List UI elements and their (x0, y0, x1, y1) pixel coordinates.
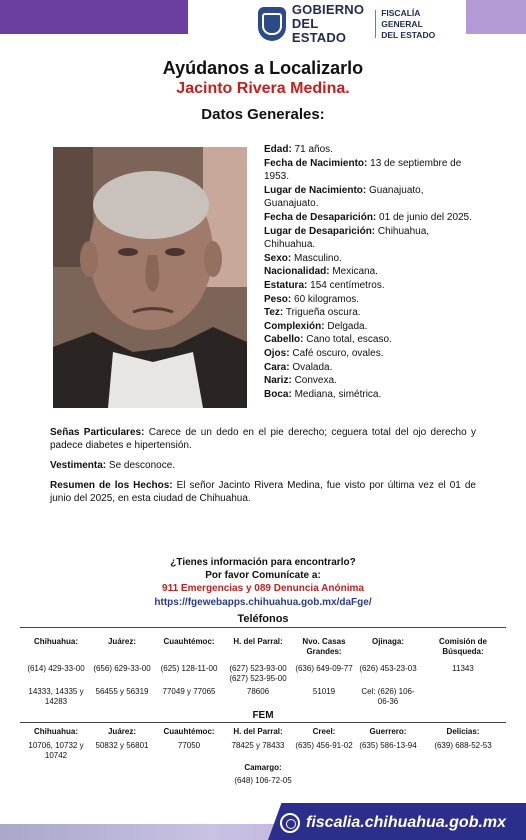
fisc-line-2: DEL ESTADO (381, 29, 436, 40)
fem-value: 78425 y 78433 (231, 741, 285, 750)
phone-ext: 51019 (312, 687, 336, 696)
detail-cabello: Cabello: Cano total, escaso. (264, 334, 392, 346)
fem-header: H. del Parral: (233, 727, 283, 736)
phone-value: (614) 429-33-00 (27, 664, 85, 673)
detail-ojos: Ojos: Café oscuro, ovales. (264, 347, 384, 359)
logo-divider (375, 10, 376, 38)
phone-ext: Cel: (626) 106-06-36 (361, 687, 415, 706)
missing-person-photo (53, 147, 247, 408)
vestimenta: Vestimenta: Se desconoce. (50, 460, 176, 471)
header-accent-right (466, 0, 526, 34)
phone-header: H. del Parral: (233, 637, 283, 646)
phone-value: (636) 649-09-77 (295, 664, 353, 673)
fem-heading: FEM (252, 710, 274, 721)
section-general-heading: Datos Generales: (201, 106, 325, 123)
fem-value: (639) 688-52-53 (434, 741, 492, 750)
phone-ext: 56455 y 56319 (95, 687, 149, 696)
phones-header-row (22, 637, 506, 656)
fem-value: (635) 456-91-02 (295, 741, 353, 750)
footer-site[interactable] (280, 810, 520, 836)
page-title: Ayúdanos a Localizarlo (162, 58, 364, 78)
phones-row-1 (22, 664, 506, 683)
detail-nacionalidad: Nacionalidad: Mexicana. (264, 266, 378, 278)
contact-please: Por favor Comunícate a: (205, 570, 321, 581)
fem-header: Delicias: (446, 727, 480, 736)
government-logo (258, 4, 458, 44)
fingerprint-icon (280, 813, 300, 833)
camargo-value: (648) 106-72-05 (234, 776, 292, 785)
phone-ext: 77049 y 77065 (162, 687, 216, 696)
detail-nariz: Nariz: Convexa. (264, 375, 337, 387)
detail-complexion: Complexión: Delgada. (264, 320, 368, 332)
senas-particulares: Señas Particulares: Carece de un dedo en el pie derecho; ceguera total del ojo derecho y padece diabetes e hipertensión. (50, 427, 476, 451)
camargo-label: Camargo: (244, 763, 282, 772)
phone-value: (625) 128-11-00 (160, 664, 218, 673)
phone-value: (627) 523-93-00 (627) 523-95-00 (229, 664, 287, 683)
phones-rule (20, 627, 506, 628)
detail-cara: Cara: Ovalada. (264, 361, 333, 373)
fem-header: Chihuahua: (34, 727, 78, 736)
fem-rule (20, 722, 506, 723)
phone-header: Chihuahua: (34, 637, 78, 646)
gov-line-1: GOBIERNO (291, 2, 365, 17)
fiscalia-text (381, 8, 458, 41)
phone-header: Juárez: (107, 637, 136, 646)
fem-header: Juárez: (107, 727, 136, 736)
detail-estatura: Estatura: 154 centímetros. (264, 279, 385, 291)
fisc-line-1: FISCALÍA GENERAL (381, 7, 423, 29)
contact-question: ¿Tienes información para encontrarlo? (170, 557, 356, 568)
general-details (264, 143, 474, 401)
person-name: Jacinto Rivera Medina. (176, 80, 350, 97)
phone-header: Nvo. Casas Grandes: (302, 637, 346, 656)
gov-text (292, 3, 370, 45)
phone-ext: 14333, 14335 y 14283 (28, 687, 84, 706)
detail-fecha-desaparicion: Fecha de Desaparición: 01 de junio del 2025. (264, 211, 472, 223)
fem-header-row (22, 727, 506, 737)
fem-value: 50832 y 56801 (95, 741, 149, 750)
detail-fecha-nacimiento: Fecha de Nacimiento: 13 de septiembre de 1953. (264, 157, 462, 183)
header-accent-left (0, 0, 188, 34)
phone-ext (420, 687, 506, 706)
detail-lugar-nacimiento: Lugar de Nacimiento: Guanajuato, Guanajuato. (264, 184, 424, 210)
emergency-numbers: 911 Emergencias y 089 Denuncia Anónima (162, 583, 364, 594)
detail-tez: Tez: Trigueña oscura. (264, 307, 361, 319)
phone-value: 11343 (452, 664, 474, 673)
fem-header: Guerrero: (369, 727, 407, 736)
fem-value: (635) 586-13-94 (359, 741, 417, 750)
phone-header: Comisión de Búsqueda: (438, 637, 487, 656)
phone-ext: 78606 (246, 687, 270, 696)
state-seal-icon (258, 7, 286, 41)
phone-header: Ojinaga: (371, 637, 404, 646)
fem-row-1 (22, 741, 506, 760)
fem-value: 10706, 10732 y 10742 (28, 741, 84, 760)
resumen-hechos: Resumen de los Hechos: El señor Jacinto Rivera Medina, fue visto por última vez el 01 de junio del 2025, en esta ciudad de Chihuahua. (50, 480, 476, 504)
detail-lugar-desaparicion: Lugar de Desaparición: Chihuahua, Chihuahua. (264, 225, 430, 251)
fem-header: Cuauhtémoc: (163, 727, 215, 736)
detail-peso: Peso: 60 kilogramos. (264, 293, 360, 305)
footer-site-text: fiscalia.chihuahua.gob.mx (306, 814, 507, 831)
report-url-link[interactable]: https://fgewebapps.chihuahua.gob.mx/daFge/ (154, 597, 372, 608)
detail-sexo: Sexo: Masculino. (264, 252, 342, 264)
phone-value: (656) 629-33-00 (93, 664, 151, 673)
phone-header: Cuauhtémoc: (163, 637, 215, 646)
detail-boca: Boca: Mediana, simétrica. (264, 388, 382, 400)
phone-value: (626) 453-23-03 (359, 664, 417, 673)
detail-edad: Edad: 71 años. (264, 144, 333, 155)
phones-row-2 (22, 687, 506, 706)
fem-value: 77050 (177, 741, 201, 750)
phones-heading: Teléfonos (237, 613, 289, 625)
fem-header: Creel: (312, 727, 336, 736)
gov-line-2: DEL ESTADO (291, 16, 347, 45)
